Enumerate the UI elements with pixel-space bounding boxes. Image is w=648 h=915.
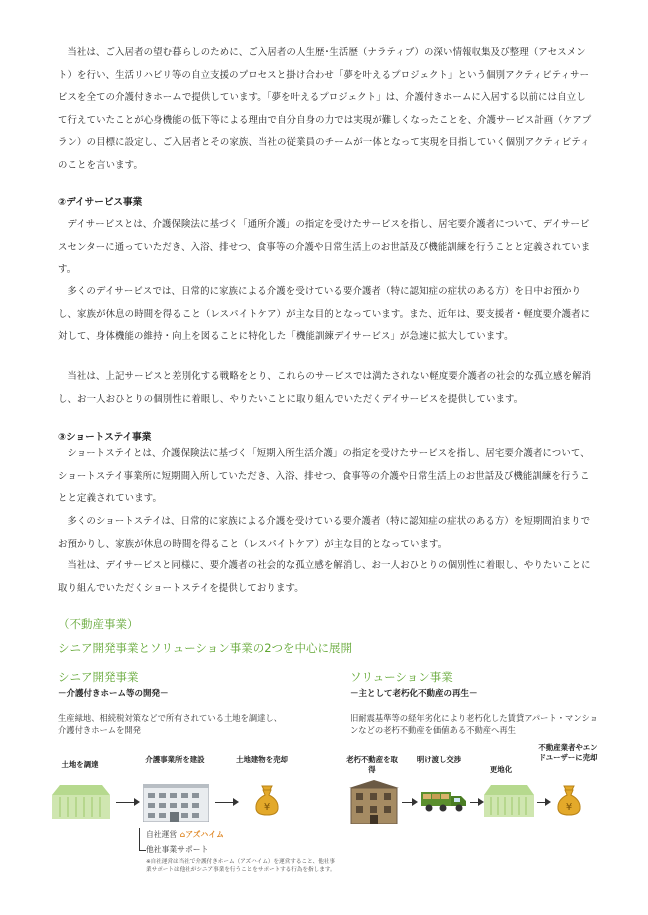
vacant-land-illustration — [484, 785, 534, 817]
realestate-tag: （不動産事業） — [58, 617, 139, 631]
land-illustration — [52, 785, 110, 819]
senior-step-build: 介護事業所を建設 — [145, 755, 205, 764]
arrow-icon — [470, 802, 482, 803]
yen-symbol: ¥ — [565, 802, 573, 813]
arrow-icon — [215, 802, 237, 803]
day-service-p1: デイサービスとは、介護保険法に基づく「通所介護」の指定を受けたサービスを指し、居宅要介護者について、デイサービスセンターに通っていただき、入浴、排せつ、食事等の介護や日常生活上のお世話及び機能訓練を行うことと定義されています。 — [58, 219, 591, 275]
day-service-p3: 当社は、上記サービスと差別化する戦略をとり、これらのサービスでは満たされない軽度要介護者の社会的な孤立感を解消し、お一人おひとりの個別性に着眼し、やりたいことに取り組んでいただくデイサービスを提供しています。 — [58, 371, 592, 405]
care-facility-building-icon — [143, 784, 209, 822]
short-stay-heading: ③ショートステイ事業 — [58, 432, 152, 443]
day-service-heading: ②デイサービス事業 — [58, 197, 143, 208]
short-stay-p1: ショートステイとは、介護保険法に基づく「短期入所生活介護」の指定を受けたサービスを指し、居宅要介護者について、ショートステイ事業所に短期間入所していただき、入浴、排せつ、食事等の介護や日常生活上のお世話及び機能訓練を行うことと定義されています。 — [58, 448, 590, 504]
money-bag-icon — [556, 784, 582, 816]
azhaim-logo: ⌂アズハイム — [179, 830, 224, 839]
other-support-label: 他社事業サポート — [146, 845, 209, 854]
arrow-icon — [537, 802, 549, 803]
own-operation-label: 自社運営 ⌂アズハイム — [146, 830, 224, 839]
solution-subtitle: －主として老朽化不動産の再生－ — [350, 689, 478, 699]
senior-description: 生産緑地、相続税対策などで所有されている土地を調達し、介護付きホームを開発 — [58, 713, 283, 735]
senior-step-land: 土地を調達 — [61, 760, 99, 769]
branch-bracket — [139, 828, 146, 851]
senior-title: シニア開発事業 — [58, 670, 139, 684]
realestate-title: シニア開発事業とソリューション事業の2つを中心に展開 — [58, 641, 353, 655]
money-bag-icon — [254, 784, 280, 816]
solution-step-negotiate: 明け渡し交渉 — [416, 755, 462, 764]
truck-icon — [421, 790, 467, 812]
solution-step-sell: 不動産業者やエンドユーザーに売却 — [538, 743, 598, 762]
senior-subtitle: －介護付きホーム等の開発－ — [58, 689, 169, 699]
solution-step-acquire: 老朽不動産を取得 — [346, 755, 398, 774]
senior-footnote: ※自社運営は当社で介護付きホーム（アズハイム）を運営すること、他社事業サポートは他社がシニア事業を行うことをサポートする行為を指します。 — [146, 859, 336, 873]
short-stay-p2: 多くのショートステイは、日常的に家族による介護を受けている要介護者（特に認知症の症状のある方）を短期間泊まりでお預かりし、家族が休息の時間を得ること（レスパイトケア）が主な目的となっています。 — [58, 516, 591, 550]
solution-step-vacant: 更地化 — [489, 765, 513, 774]
old-apartment-icon — [349, 780, 399, 824]
senior-step-sell: 土地建物を売却 — [236, 755, 288, 764]
day-service-p2: 多くのデイサービスでは、日常的に家族による介護を受けている要介護者（特に認知症の症状のある方）を日中お預かりし、家族が休息の時間を得ること（レスパイトケア）が主な目的となっています。また、近年は、要支援者・軽度要介護者に対して、身体機能の維持・向上を図ることに特化した「機能訓練デイサービス」が急速に拡大しています。 — [58, 286, 591, 342]
intro-paragraph: 当社は、ご入居者の望む暮らしのために、ご入居者の人生歴･生活歴（ナラティブ）の深い情報収集及び整理（アセスメント）を行い、生活リハビリ等の自立支援のプロセスと掛け合わせ「夢を叶えるプロジェクト」という個別アクティビティサービスを全ての介護付きホームで提供しています。「夢を叶えるプロジェクト」は、介護付きホームに入居する以前には自立して行えていたことが心身機能の低下等による理由で自分自身の力では実現が難しくなったことを、介護サービス計画（ケアプラン）の目標に設定し、ご入居者とその家族、当社の従業員のチームが一体となって実現を目指していく個別アクティビティのことを言います。 — [58, 47, 592, 171]
solution-title: ソリューション事業 — [350, 670, 453, 684]
arrow-icon — [116, 802, 138, 803]
yen-symbol: ¥ — [263, 802, 271, 813]
arrow-icon — [402, 802, 416, 803]
solution-description: 旧耐震基準等の経年劣化により老朽化した賃貸アパート・マンションなどの老朽不動産を価値ある不動産へ再生 — [350, 713, 598, 735]
short-stay-p3: 当社は、デイサービスと同様に、要介護者の社会的な孤立感を解消し、お一人おひとりの個別性に着眼し、やりたいことに取り組んでいただくショートステイを提供しております。 — [58, 560, 591, 594]
